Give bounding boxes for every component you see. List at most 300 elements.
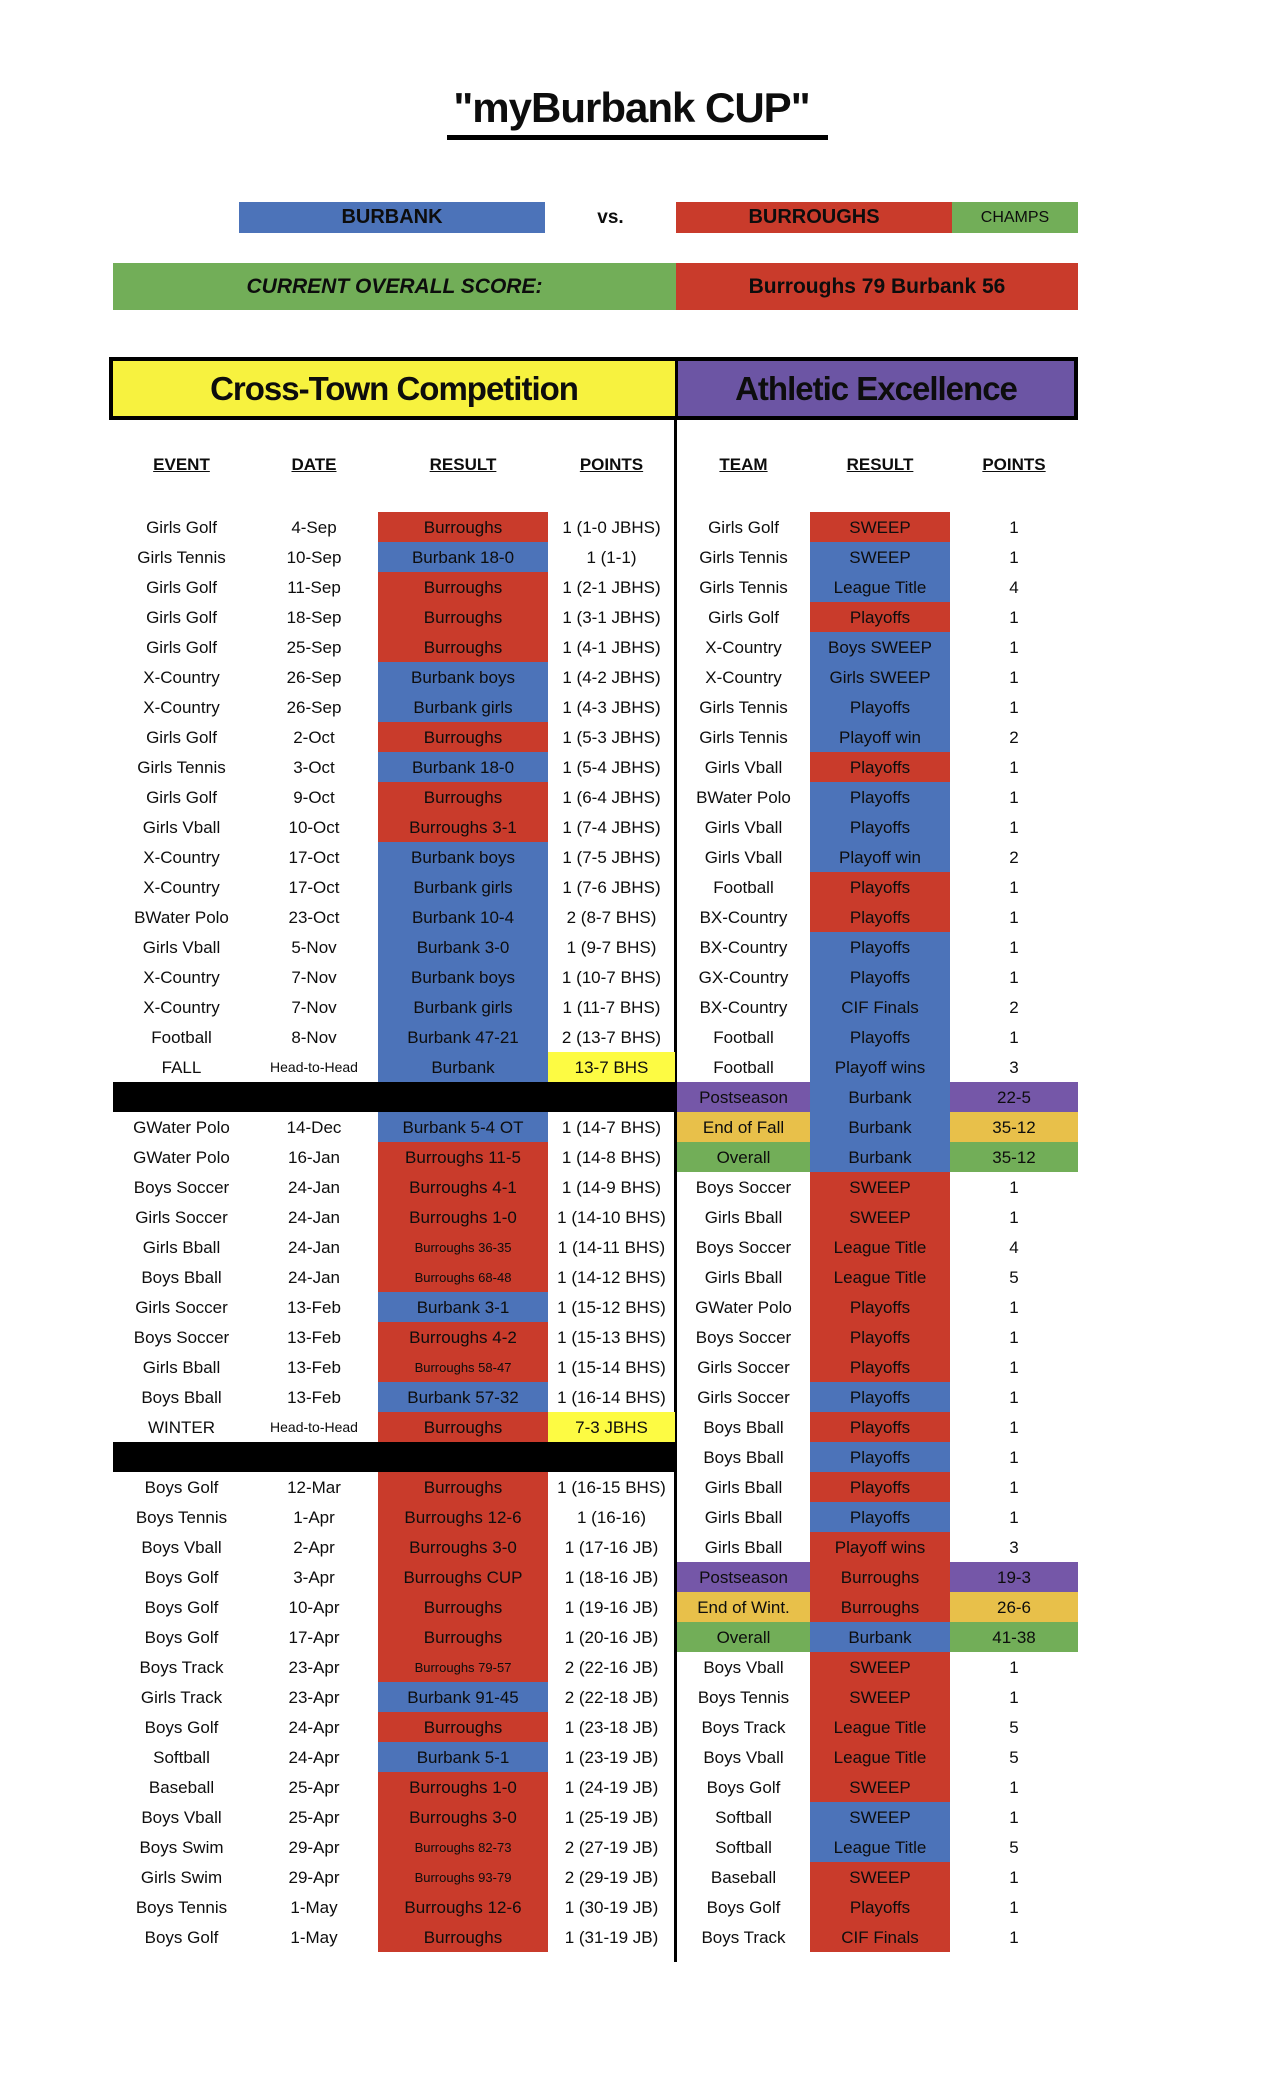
date-cell: 4-Sep [291, 517, 337, 537]
date-cell: 2-Apr [293, 1537, 335, 1557]
event-cell: Boys Golf [144, 1477, 219, 1497]
date-cell: 2-Oct [293, 727, 335, 747]
column-header-event: EVENT [153, 455, 210, 474]
result-cell: Burroughs 3-0 [378, 1802, 548, 1832]
excellence-points-cell: 1 [1009, 697, 1019, 717]
result-cell: Burroughs 12-6 [378, 1892, 548, 1922]
excellence-result-cell: Boys SWEEP [810, 632, 950, 662]
result-cell: Burroughs 93-79 [378, 1862, 548, 1892]
excellence-points-cell: 1 [1009, 1357, 1019, 1377]
team-cell: Girls Bball [704, 1267, 783, 1287]
team-cell: Girls Bball [704, 1477, 783, 1497]
points-cell: 2 (13-7 BHS) [561, 1027, 662, 1047]
event-cell: Boys Tennis [135, 1897, 228, 1917]
date-cell: 7-Nov [291, 997, 337, 1017]
team-cell: Girls Tennis [699, 577, 788, 597]
team-cell: Boys Soccer [695, 1327, 792, 1347]
date-cell: 23-Apr [288, 1657, 340, 1677]
date-cell: 24-Apr [288, 1747, 340, 1767]
event-cell: Boys Swim [139, 1837, 224, 1857]
excellence-points-cell: 1 [1009, 1897, 1019, 1917]
result-cell: Burroughs [378, 1592, 548, 1622]
team-cell: Baseball [710, 1867, 777, 1887]
result-cell: Burroughs 36-35 [378, 1232, 548, 1262]
excellence-points-cell: 1 [1009, 907, 1019, 927]
excellence-result-cell: Playoff wins [810, 1052, 950, 1082]
excellence-result-cell: League Title [810, 1832, 950, 1862]
excellence-points-cell: 1 [1009, 817, 1019, 837]
event-cell: GWater Polo [133, 1117, 230, 1137]
excellence-points-cell: 35-12 [950, 1142, 1078, 1172]
excellence-points-cell: 4 [1009, 1237, 1019, 1257]
table-row [113, 842, 1078, 872]
table-row [113, 1322, 1078, 1352]
team-cell: Girls Soccer [697, 1357, 790, 1377]
result-cell: Burroughs 82-73 [378, 1832, 548, 1862]
team-cell: Boys Track [701, 1717, 786, 1737]
excellence-points-cell: 1 [1009, 757, 1019, 777]
excellence-points-cell: 35-12 [950, 1112, 1078, 1142]
event-cell: Girls Golf [146, 607, 217, 627]
date-cell: 24-Jan [288, 1267, 340, 1287]
date-cell: 24-Jan [288, 1177, 340, 1197]
points-cell: 1 (14-11 BHS) [557, 1237, 666, 1257]
points-cell: 1 (15-12 BHS) [557, 1297, 666, 1317]
excellence-result-cell: League Title [810, 1232, 950, 1262]
table-row [113, 1142, 1078, 1172]
points-cell: 1 (15-14 BHS) [557, 1357, 666, 1377]
result-cell: Burroughs [378, 602, 548, 632]
result-cell: Burroughs [378, 1622, 548, 1652]
excellence-points-cell: 5 [1009, 1747, 1019, 1767]
result-cell: Burbank 3-0 [378, 932, 548, 962]
table-row [113, 872, 1078, 902]
table-row [113, 1292, 1078, 1322]
table-row [113, 1622, 1078, 1652]
result-cell: Burbank boys [378, 962, 548, 992]
table-row [113, 1112, 1078, 1142]
points-cell: 1 (16-16) [577, 1507, 646, 1527]
team-cell: Boys Vball [703, 1657, 784, 1677]
excellence-points-cell: 5 [1009, 1267, 1019, 1287]
table-row [113, 602, 1078, 632]
table-row [113, 812, 1078, 842]
team-cell: Boys Bball [703, 1417, 784, 1437]
date-cell: 13-Feb [287, 1297, 341, 1317]
points-cell: 2 (22-18 JB) [564, 1687, 659, 1707]
result-cell: Burroughs 12-6 [378, 1502, 548, 1532]
points-cell: 1 (30-19 JB) [564, 1897, 659, 1917]
date-cell: 10-Oct [288, 817, 340, 837]
result-cell: Burbank 57-32 [378, 1382, 548, 1412]
excellence-result-cell: Playoffs [810, 962, 950, 992]
result-cell: Burbank 10-4 [378, 902, 548, 932]
excellence-points-cell: 1 [1009, 637, 1019, 657]
section-header-athletic: Athletic Excellence [675, 361, 1074, 416]
points-cell: 1 (18-16 JB) [564, 1567, 659, 1587]
date-cell: 29-Apr [288, 1837, 340, 1857]
date-cell: 12-Mar [287, 1477, 341, 1497]
table-row [113, 512, 1078, 542]
table-row [113, 1082, 1078, 1112]
points-cell: 1 (7-6 JBHS) [562, 877, 661, 897]
table-row [113, 1772, 1078, 1802]
date-cell: 1-May [290, 1897, 338, 1917]
points-cell: 1 (14-10 BHS) [557, 1207, 666, 1227]
excellence-points-cell: 1 [1009, 1207, 1019, 1227]
page-header [0, 84, 1275, 140]
date-cell: 17-Oct [288, 877, 340, 897]
points-cell: 1 (4-2 JBHS) [562, 667, 661, 687]
table-row [113, 992, 1078, 1022]
date-cell: 29-Apr [288, 1867, 340, 1887]
event-cell: Girls Soccer [135, 1297, 228, 1317]
excellence-result-cell: Playoffs [810, 1322, 950, 1352]
excellence-points-cell: 3 [1009, 1057, 1019, 1077]
result-cell: Burbank 5-4 OT [378, 1112, 548, 1142]
champs-banner [952, 202, 1078, 233]
excellence-points-cell: 1 [1009, 1777, 1019, 1797]
result-cell: Burroughs 11-5 [378, 1142, 548, 1172]
team-cell: Boys Soccer [695, 1177, 792, 1197]
points-cell: 1 (16-15 BHS) [557, 1477, 666, 1497]
result-cell: Burroughs [378, 722, 548, 752]
burbank-label: BURBANK [341, 206, 443, 228]
points-cell: 1 (14-12 BHS) [557, 1267, 666, 1287]
team-cell: Girls Vball [704, 817, 783, 837]
excellence-result-cell: Playoffs [810, 1292, 950, 1322]
team-cell: Boys Golf [706, 1777, 781, 1797]
column-header-result: RESULT [429, 455, 497, 474]
excellence-points-cell: 22-5 [950, 1082, 1078, 1112]
event-cell: Boys Bball [141, 1387, 222, 1407]
table-row [113, 1472, 1078, 1502]
result-cell: Burroughs [378, 1712, 548, 1742]
points-cell: 1 (7-4 JBHS) [562, 817, 661, 837]
team-cell: BX-Country [699, 937, 788, 957]
result-cell: Burbank girls [378, 992, 548, 1022]
team-cell: Football [713, 1027, 774, 1047]
event-cell: Girls Bball [142, 1357, 221, 1377]
team-cell: Football [713, 1057, 774, 1077]
result-cell: Burroughs [378, 512, 548, 542]
excellence-points-cell: 19-3 [950, 1562, 1078, 1592]
result-cell: Burroughs [378, 632, 548, 662]
excellence-points-cell: 1 [1009, 787, 1019, 807]
excellence-result-cell: Burroughs [810, 1562, 950, 1592]
excellence-result-cell: Playoffs [810, 602, 950, 632]
excellence-result-cell: Playoffs [810, 1472, 950, 1502]
points-cell: 1 (25-19 JB) [564, 1807, 659, 1827]
event-cell: Girls Golf [146, 577, 217, 597]
points-cell: 2 (29-19 JB) [564, 1867, 659, 1887]
event-cell: Girls Golf [146, 637, 217, 657]
result-cell: Burroughs [378, 572, 548, 602]
table-row [113, 1802, 1078, 1832]
event-cell: Girls Golf [146, 517, 217, 537]
result-cell: Burbank girls [378, 872, 548, 902]
event-cell: Girls Track [140, 1687, 223, 1707]
excellence-points-cell: 2 [1009, 847, 1019, 867]
points-cell: 1 (17-16 JB) [564, 1537, 659, 1557]
team-cell: Boys Golf [706, 1897, 781, 1917]
event-cell: Girls Soccer [135, 1207, 228, 1227]
team-cell: BWater Polo [696, 787, 791, 807]
result-cell: Burroughs 3-0 [378, 1532, 548, 1562]
event-cell: Girls Vball [142, 817, 221, 837]
team-cell: Softball [715, 1837, 772, 1857]
date-cell: 24-Jan [288, 1237, 340, 1257]
page-title: "myBurbank CUP" [447, 84, 827, 140]
excellence-result-cell: League Title [810, 1742, 950, 1772]
points-cell: 1 (9-7 BHS) [566, 937, 657, 957]
excellence-result-cell: League Title [810, 572, 950, 602]
column-header-points: POINTS [579, 455, 644, 474]
date-cell: 13-Feb [287, 1327, 341, 1347]
points-cell: 7-3 JBHS [548, 1412, 675, 1442]
points-cell: 1 (1-1) [586, 547, 637, 567]
table-row [113, 1652, 1078, 1682]
result-cell: Burroughs 79-57 [378, 1652, 548, 1682]
excellence-result-cell: Playoffs [810, 782, 950, 812]
points-cell: 1 (23-18 JB) [564, 1717, 659, 1737]
result-cell: Burbank girls [378, 692, 548, 722]
table-row [113, 1562, 1078, 1592]
date-cell: 25-Apr [288, 1807, 340, 1827]
vs-label: vs. [597, 206, 624, 228]
table-row [113, 1922, 1078, 1952]
date-cell: 17-Apr [288, 1627, 340, 1647]
event-cell: Boys Golf [144, 1627, 219, 1647]
table-row [113, 1232, 1078, 1262]
event-cell: Softball [153, 1747, 210, 1767]
table-row [113, 1052, 1078, 1082]
column-header-right-result: RESULT [846, 455, 914, 474]
points-cell: 1 (6-4 JBHS) [562, 787, 661, 807]
result-cell: Burbank boys [378, 842, 548, 872]
result-cell: Burbank 18-0 [378, 752, 548, 782]
excellence-result-cell: Playoffs [810, 1442, 950, 1472]
team-cell: X-Country [705, 667, 782, 687]
table-row [113, 1832, 1078, 1862]
points-cell: 1 (15-13 BHS) [557, 1327, 666, 1347]
event-cell: WINTER [147, 1417, 216, 1437]
result-cell: Burroughs 58-47 [378, 1352, 548, 1382]
event-cell: Girls Golf [146, 727, 217, 747]
excellence-result-cell: Girls SWEEP [810, 662, 950, 692]
excellence-points-cell: 1 [1009, 547, 1019, 567]
date-cell: 23-Oct [288, 907, 340, 927]
column-header-team: TEAM [719, 455, 768, 474]
excellence-points-cell: 2 [1009, 997, 1019, 1017]
team-cell: Postseason [677, 1082, 810, 1112]
points-cell: 1 (31-19 JB) [564, 1927, 659, 1947]
date-cell: 25-Sep [286, 637, 342, 657]
excellence-result-cell: Playoffs [810, 932, 950, 962]
event-cell: Boys Tennis [135, 1507, 228, 1527]
excellence-result-cell: Playoff win [810, 842, 950, 872]
excellence-result-cell: Playoffs [810, 1412, 950, 1442]
event-cell: X-Country [143, 967, 220, 987]
table-row [113, 632, 1078, 662]
event-cell: Girls Swim [140, 1867, 223, 1887]
date-cell: Head-to-Head [270, 1059, 358, 1075]
excellence-points-cell: 4 [1009, 577, 1019, 597]
points-cell: 1 (23-19 JB) [564, 1747, 659, 1767]
points-cell: 1 (1-0 JBHS) [562, 517, 661, 537]
excellence-points-cell: 1 [1009, 877, 1019, 897]
excellence-points-cell: 1 [1009, 1387, 1019, 1407]
excellence-result-cell: SWEEP [810, 1862, 950, 1892]
excellence-points-cell: 1 [1009, 607, 1019, 627]
team-cell: Girls Vball [704, 847, 783, 867]
date-cell: 10-Sep [286, 547, 342, 567]
team-cell: X-Country [705, 637, 782, 657]
team-cell: Girls Golf [708, 517, 779, 537]
table-row [113, 692, 1078, 722]
date-cell: 26-Sep [286, 697, 342, 717]
points-cell: 1 (16-14 BHS) [557, 1387, 666, 1407]
event-cell: Boys Golf [144, 1597, 219, 1617]
date-cell: 11-Sep [287, 577, 341, 597]
event-cell: BWater Polo [134, 907, 229, 927]
points-cell: 1 (14-7 BHS) [561, 1117, 662, 1137]
table-row [113, 1712, 1078, 1742]
event-cell: GWater Polo [133, 1147, 230, 1167]
excellence-result-cell: CIF Finals [810, 1922, 950, 1952]
points-cell: 1 (2-1 JBHS) [562, 577, 661, 597]
result-cell: Burbank boys [378, 662, 548, 692]
table-row [113, 1532, 1078, 1562]
table-row [113, 1022, 1078, 1052]
points-cell: 2 (22-16 JB) [564, 1657, 659, 1677]
event-cell: Baseball [148, 1777, 215, 1797]
date-cell: Head-to-Head [270, 1419, 358, 1435]
section-header-cross-town: Cross-Town Competition [113, 361, 675, 416]
excellence-result-cell: SWEEP [810, 1802, 950, 1832]
result-cell: Burroughs 4-2 [378, 1322, 548, 1352]
event-cell: Boys Golf [144, 1927, 219, 1947]
excellence-points-cell: 1 [1009, 517, 1019, 537]
table-row [113, 902, 1078, 932]
event-cell: X-Country [143, 667, 220, 687]
result-cell: Burbank 18-0 [378, 542, 548, 572]
result-cell: Burroughs 3-1 [378, 812, 548, 842]
team-cell: End of Wint. [677, 1592, 810, 1622]
burroughs-label: BURROUGHS [748, 206, 880, 228]
excellence-points-cell: 1 [1009, 1027, 1019, 1047]
date-cell: 16-Jan [288, 1147, 340, 1167]
excellence-result-cell: Playoffs [810, 752, 950, 782]
result-cell: Burroughs [378, 1412, 548, 1442]
team-cell: Boys Tennis [697, 1687, 790, 1707]
excellence-points-cell: 1 [1009, 1447, 1019, 1467]
excellence-result-cell: Playoff wins [810, 1532, 950, 1562]
points-cell: 1 (20-16 JB) [564, 1627, 659, 1647]
team-cell: Boys Bball [703, 1447, 784, 1467]
excellence-points-cell: 3 [1009, 1537, 1019, 1557]
date-cell: 26-Sep [286, 667, 342, 687]
event-cell: X-Country [143, 847, 220, 867]
event-cell: Boys Vball [141, 1537, 222, 1557]
result-cell: Burbank 5-1 [378, 1742, 548, 1772]
points-cell: 13-7 BHS [548, 1052, 675, 1082]
date-cell: 13-Feb [287, 1357, 341, 1377]
excellence-points-cell: 1 [1009, 1507, 1019, 1527]
event-cell: X-Country [143, 697, 220, 717]
points-cell: 1 (14-8 BHS) [561, 1147, 662, 1167]
points-cell: 1 (3-1 JBHS) [562, 607, 661, 627]
event-cell: Girls Bball [142, 1237, 221, 1257]
table-row [113, 1412, 1078, 1442]
excellence-points-cell: 5 [1009, 1717, 1019, 1737]
table-row [113, 1682, 1078, 1712]
excellence-result-cell: CIF Finals [810, 992, 950, 1022]
points-cell: 1 (4-3 JBHS) [562, 697, 661, 717]
date-cell: 25-Apr [288, 1777, 340, 1797]
excellence-points-cell: 5 [1009, 1837, 1019, 1857]
excellence-result-cell: Burroughs [810, 1592, 950, 1622]
date-cell: 1-Apr [293, 1507, 335, 1527]
excellence-result-cell: Burbank [810, 1082, 950, 1112]
excellence-points-cell: 41-38 [950, 1622, 1078, 1652]
result-cell: Burroughs 1-0 [378, 1772, 548, 1802]
date-cell: 9-Oct [293, 787, 335, 807]
table-row [113, 1862, 1078, 1892]
points-cell: 1 (11-7 BHS) [562, 997, 661, 1017]
team-cell: Boys Vball [703, 1747, 784, 1767]
date-cell: 1-May [290, 1927, 338, 1947]
table-row [113, 1592, 1078, 1622]
team-cell: Girls Tennis [699, 727, 788, 747]
points-cell: 2 (27-19 JB) [564, 1837, 659, 1857]
points-cell: 1 (24-19 JB) [564, 1777, 659, 1797]
excellence-result-cell: Burbank [810, 1622, 950, 1652]
team-cell: BX-Country [699, 997, 788, 1017]
table-row [113, 932, 1078, 962]
result-cell: Burroughs 68-48 [378, 1262, 548, 1292]
excellence-points-cell: 1 [1009, 937, 1019, 957]
date-cell: 3-Oct [293, 757, 335, 777]
result-cell: Burroughs CUP [378, 1562, 548, 1592]
team-cell: Girls Bball [704, 1207, 783, 1227]
column-header-right-points: POINTS [982, 455, 1046, 474]
date-cell: 8-Nov [291, 1027, 337, 1047]
table-row [113, 1202, 1078, 1232]
event-cell: FALL [161, 1057, 202, 1077]
excellence-result-cell: Playoffs [810, 812, 950, 842]
excellence-points-cell: 26-6 [950, 1592, 1078, 1622]
result-cell: Burroughs 4-1 [378, 1172, 548, 1202]
excellence-points-cell: 1 [1009, 1687, 1019, 1707]
points-cell: 1 (5-4 JBHS) [562, 757, 661, 777]
excellence-result-cell: Playoffs [810, 1892, 950, 1922]
team-cell: Girls Soccer [697, 1387, 790, 1407]
event-cell: X-Country [143, 997, 220, 1017]
excellence-result-cell: SWEEP [810, 1202, 950, 1232]
excellence-result-cell: Playoffs [810, 902, 950, 932]
event-cell: X-Country [143, 877, 220, 897]
table-row [113, 1892, 1078, 1922]
date-cell: 14-Dec [286, 1117, 342, 1137]
points-cell: 1 (19-16 JB) [564, 1597, 659, 1617]
excellence-points-cell: 2 [1009, 727, 1019, 747]
table-row [113, 752, 1078, 782]
excellence-points-cell: 1 [1009, 1867, 1019, 1887]
excellence-result-cell: SWEEP [810, 1172, 950, 1202]
result-cell: Burbank 3-1 [378, 1292, 548, 1322]
table-row [113, 662, 1078, 692]
